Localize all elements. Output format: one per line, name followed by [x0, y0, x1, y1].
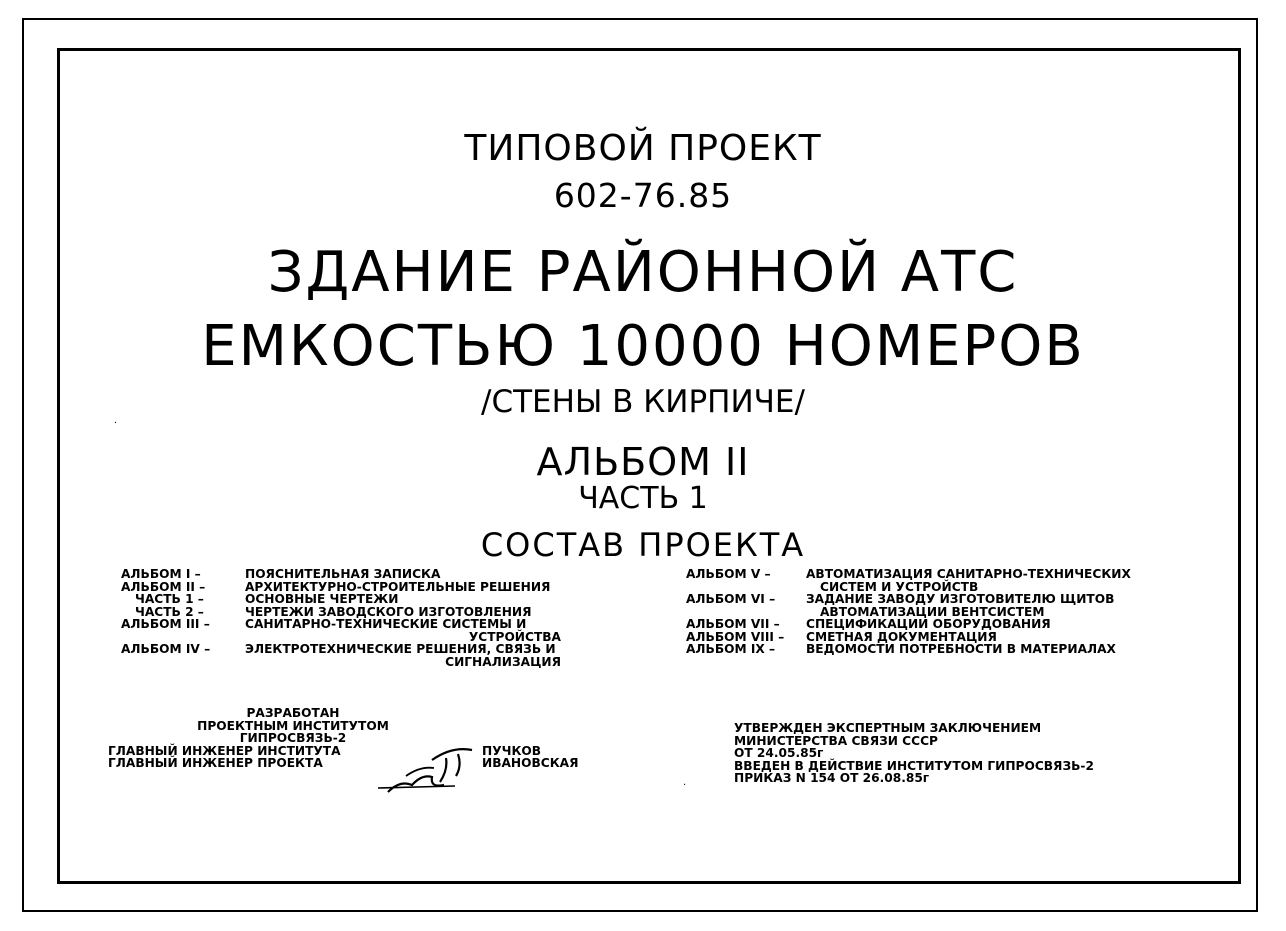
- list-item: [686, 568, 1186, 581]
- project-subtitle: /СТЕНЫ В КИРПИЧЕ/: [481, 384, 805, 420]
- list-item: [121, 593, 601, 606]
- project-name-line2: ЕМКОСТЬЮ 10000 НОМЕРОВ: [201, 314, 1085, 379]
- list-text: АВТОМАТИЗАЦИЯ САНИТАРНО-ТЕХНИЧЕСКИХ: [806, 567, 1131, 581]
- list-label: ЧАСТЬ 1 –: [135, 592, 204, 606]
- approval-line: ВВЕДЕН В ДЕЙСТВИЕ ИНСТИТУТОМ ГИПРОСВЯЗЬ-2: [734, 758, 1094, 773]
- list-label: АЛЬБОМ I –: [121, 567, 201, 581]
- list-text: ЗАДАНИЕ ЗАВОДУ ИЗГОТОВИТЕЛЮ ЩИТОВ: [806, 592, 1115, 606]
- scan-dot: ·: [683, 780, 687, 791]
- list-text: ПОЯСНИТЕЛЬНАЯ ЗАПИСКА: [245, 567, 441, 581]
- approval-line: МИНИСТЕРСТВА СВЯЗИ СССР: [734, 733, 938, 748]
- list-item: [121, 656, 601, 669]
- developer-line: ГИПРОСВЯЗЬ-2: [239, 731, 347, 745]
- list-label: АЛЬБОМ IV –: [121, 642, 211, 656]
- list-label: АЛЬБОМ II –: [121, 579, 206, 594]
- approval-line: ОТ 24.05.85г: [734, 746, 824, 760]
- scan-dot: ·: [114, 418, 118, 429]
- project-engineer-label: ГЛАВНЫЙ ИНЖЕНЕР ПРОЕКТА: [108, 756, 323, 770]
- project-type: ТИПОВОЙ ПРОЕКТ: [464, 128, 822, 169]
- project-name-line1: ЗДАНИЕ РАЙОННОЙ АТС: [267, 240, 1019, 305]
- list-item: [121, 568, 601, 581]
- signature-icon: [360, 740, 490, 802]
- developer-line: ПРОЕКТНЫМ ИНСТИТУТОМ: [197, 718, 389, 733]
- list-text: СМЕТНАЯ ДОКУМЕНТАЦИЯ: [806, 629, 997, 644]
- list-item: [121, 618, 601, 631]
- list-text: ЧЕРТЕЖИ ЗАВОДСКОГО ИЗГОТОВЛЕНИЯ: [245, 604, 532, 619]
- developer-line: РАЗРАБОТАН: [246, 706, 340, 720]
- signature-row: [108, 757, 608, 770]
- list-label: АЛЬБОМ VIII –: [686, 629, 785, 644]
- list-item: [686, 643, 1186, 656]
- list-label: ЧАСТЬ 2 –: [135, 604, 204, 619]
- list-label: АЛЬБОМ VII –: [686, 617, 780, 631]
- list-label: АЛЬБОМ IX –: [686, 642, 776, 656]
- list-item: [686, 618, 1186, 631]
- contents-list-left: [121, 568, 601, 668]
- list-item: [686, 593, 1186, 606]
- list-text: САНИТАРНО-ТЕХНИЧЕСКИЕ СИСТЕМЫ И: [245, 617, 527, 631]
- contents-heading: СОСТАВ ПРОЕКТА: [480, 526, 806, 564]
- list-text: АРХИТЕКТУРНО-СТРОИТЕЛЬНЫЕ РЕШЕНИЯ: [245, 579, 551, 594]
- developer-block: [108, 707, 608, 770]
- approval-block: [734, 722, 1154, 785]
- album-title: АЛЬБОМ II: [536, 440, 750, 484]
- list-label: АЛЬБОМ V –: [686, 567, 771, 581]
- list-text: СИСТЕМ И УСТРОЙСТВ: [820, 579, 979, 594]
- list-text: ВЕДОМОСТИ ПОТРЕБНОСТИ В МАТЕРИАЛАХ: [806, 642, 1116, 656]
- list-label: АЛЬБОМ III –: [121, 617, 210, 631]
- list-item: [121, 643, 601, 656]
- list-text: СПЕЦИФИКАЦИИ ОБОРУДОВАНИЯ: [806, 617, 1051, 631]
- approval-line: ПРИКАЗ N 154 ОТ 26.08.85г: [734, 771, 930, 785]
- list-label: АЛЬБОМ VI –: [686, 592, 776, 606]
- list-text: АВТОМАТИЗАЦИИ ВЕНТСИСТЕМ: [820, 604, 1045, 619]
- chief-engineer-label: ГЛАВНЫЙ ИНЖЕНЕР ИНСТИТУТА: [108, 743, 341, 758]
- contents-list-right: [686, 568, 1186, 656]
- list-text: УСТРОЙСТВА: [468, 629, 561, 644]
- project-engineer-name: ИВАНОВСКАЯ: [482, 756, 579, 770]
- list-text: СИГНАЛИЗАЦИЯ: [445, 654, 561, 669]
- list-text: ОСНОВНЫЕ ЧЕРТЕЖИ: [245, 592, 399, 606]
- approval-line: УТВЕРЖДЕН ЭКСПЕРТНЫМ ЗАКЛЮЧЕНИЕМ: [734, 721, 1042, 735]
- chief-engineer-name: ПУЧКОВ: [482, 743, 542, 758]
- list-text: ЭЛЕКТРОТЕХНИЧЕСКИЕ РЕШЕНИЯ, СВЯЗЬ И: [245, 642, 556, 656]
- project-number: 602-76.85: [553, 176, 733, 215]
- part-title: ЧАСТЬ 1: [578, 481, 708, 516]
